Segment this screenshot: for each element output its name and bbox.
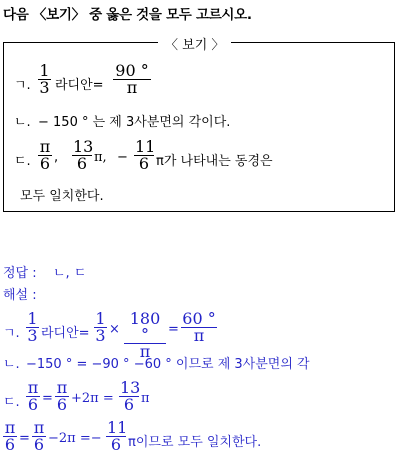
answer-value: ㄴ, ㄷ [53, 266, 87, 281]
bogi-c-pi: π, [94, 150, 107, 165]
solution-b-text: −150 ° = −90 ° −60 ° 이므로 제 3사분면의 각 [26, 357, 310, 372]
bogi-item-b-label: ㄴ. [14, 115, 31, 130]
solution-c-pi: π [141, 391, 150, 406]
solution-a-fraction-3: $\frac{180 ^\circ}{\pi}$ [124, 311, 166, 360]
bogi-c-comma: , [54, 150, 59, 165]
bogi-a-text: 라디안= [55, 78, 104, 93]
solution-a-fraction-1: $\frac{1}{3}$ [27, 309, 38, 345]
solution-label: 해설 : [3, 288, 37, 303]
bogi-a-fraction-1: $\frac{1}{3}$ [39, 61, 50, 97]
solution-a-text: 라디안= [41, 326, 90, 341]
bogi-c-fraction-2: $\frac{13}{6}$ [73, 137, 94, 173]
bogi-item-a-label: ㄱ. [14, 78, 31, 93]
solution-c-equals: = [42, 391, 53, 406]
solution-a-fraction-2: $\frac{1}{3}$ [95, 309, 106, 345]
solution-b-label: ㄴ. [3, 357, 20, 372]
solution-d-fraction-3: $\frac{11}{6}$ [107, 418, 128, 454]
solution-c-label: ㄷ. [3, 395, 20, 410]
answer-label: 정답 : [3, 266, 37, 281]
solution-d-fraction-2: $\frac{\pi}{6}$ [33, 418, 45, 454]
bogi-b-text: − 150 ° 는 제 3사분면의 각이다. [38, 115, 231, 130]
bogi-c-fraction-1: $\frac{\pi}{6}$ [39, 137, 51, 173]
bogi-a-fraction-2: $\frac{90 ^\circ}{\pi}$ [113, 63, 151, 96]
solution-d-tail: π이므로 모두 일치한다. [128, 435, 262, 450]
bogi-c-minus: − [117, 150, 128, 165]
solution-d-equals: = [19, 431, 30, 446]
solution-d-text: −2π =− [48, 431, 102, 446]
bogi-item-c-label: ㄷ. [14, 154, 31, 169]
solution-a-times: × [109, 322, 120, 337]
solution-c-text: +2π = [71, 391, 114, 406]
bogi-c-tail: π가 나타내는 동경은 [156, 154, 273, 169]
bogi-c-line2: 모두 일치한다. [20, 189, 104, 204]
solution-a-equals: = [168, 322, 179, 337]
solution-a-label: ㄱ. [3, 326, 20, 341]
solution-c-fraction-2: $\frac{\pi}{6}$ [56, 378, 68, 414]
bogi-title: 〈 보기 〉 [158, 34, 231, 53]
solution-a-fraction-4: $\frac{60 ^\circ}{\pi}$ [182, 309, 216, 345]
solution-c-fraction-3: $\frac{13}{6}$ [120, 378, 141, 414]
question-text: 다음 〈보기〉 중 옳은 것을 모두 고르시오. [3, 7, 252, 23]
bogi-c-fraction-3: $\frac{11}{6}$ [135, 137, 156, 173]
solution-c-fraction-1: $\frac{\pi}{6}$ [27, 378, 39, 414]
solution-d-fraction-1: $\frac{\pi}{6}$ [4, 418, 16, 454]
